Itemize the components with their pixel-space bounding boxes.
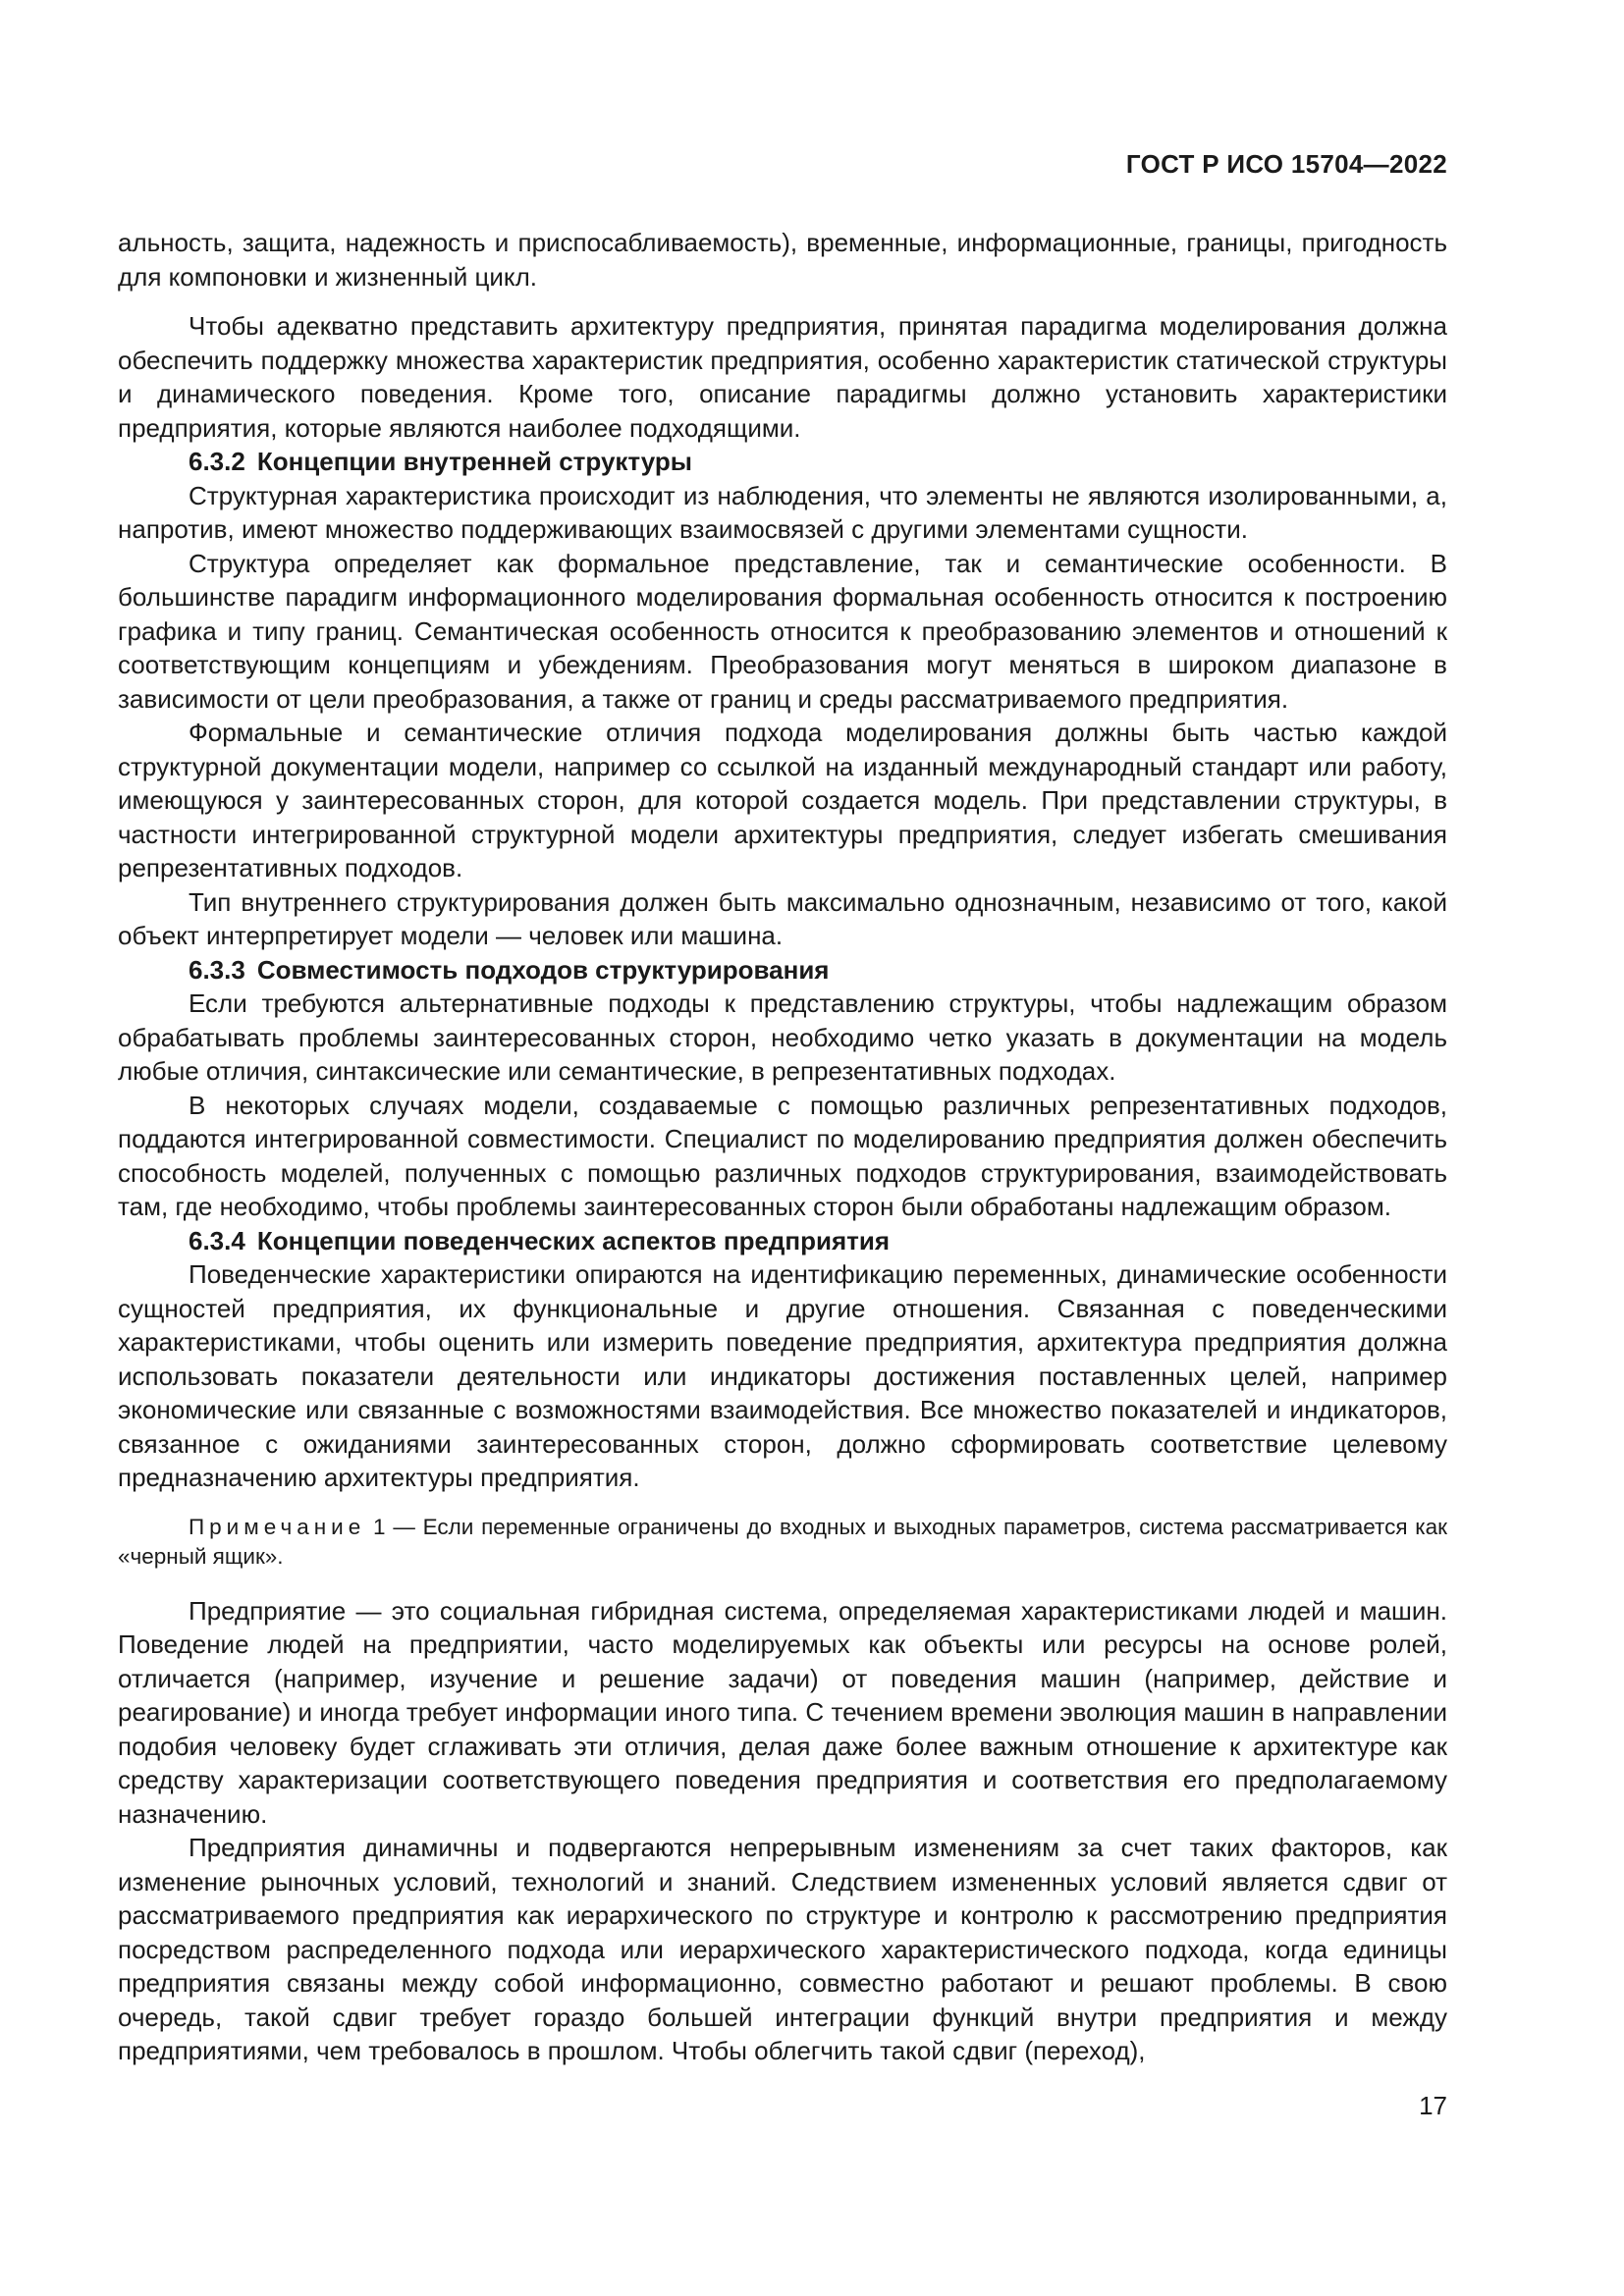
document-header: ГОСТ Р ИСО 15704—2022 — [1125, 149, 1447, 179]
section-number: 6.3.2 — [189, 447, 245, 476]
note-label: Примечание — [189, 1514, 366, 1539]
paragraph-continuation: альность, защита, надежность и приспосабливаемость), временные, информационные, границы, пригодность для компоновки и жизненный цикл. — [118, 228, 1447, 292]
section-heading-6-3-2 — [118, 445, 1447, 479]
note — [118, 1513, 1447, 1573]
section-number: 6.3.3 — [189, 954, 245, 985]
section-number: 6.3.4 — [189, 1225, 245, 1255]
paragraph: Структурная характеристика происходит из наблюдения, что элементы не являются изолированными, а, напротив, имеют множество поддерживающих взаимосвязей с другими элементами сущности. — [118, 480, 1447, 544]
page-number: 17 — [1419, 2091, 1447, 2120]
paragraph: Поведенческие характеристики опираются на идентификацию переменных, динамические особенности сущностей предприятия, их функциональные и другие отношения. Связанная с поведенческими характеристиками, чтобы оценить или измерить поведение предприятия, архитектура предприятия должна использовать показатели деятельности или индикаторы достижения поставленных целей, например экономические или связанные с возможностями взаимодействия. Все множество показателей и индикаторов, связанное с ожиданиями заинтересованных сторон, должно сформировать соответствие целевому предназначению архитектуры предприятия. — [118, 1259, 1447, 1492]
paragraph: Предприятие — это социальная гибридная система, определяемая характеристиками людей и машин. Поведение людей на предприятии, часто моделируемых как объекты или ресурсы на основе ролей, отличается (например, изучение и решение задачи) от поведения машин (например, действие и реагирование) и иногда требует информации иного типа. С течением времени эволюция машин в направлении подобия человеку будет сглаживать эти отличия, делая даже более важным отношение к архитектуре как средству характеризации соответствующего поведения предприятия и соответствия его предполагаемому назначению. — [118, 1595, 1447, 1829]
paragraph: Предприятия динамичны и подвергаются непрерывным изменениям за счет таких факторов, как изменение рыночных условий, технологий и знаний. Следствием измененных условий является сдвиг от рассматриваемого предприятия как иерархического по структуре и контролю к рассмотрению предприятия посредством распределенного подхода или иерархического характеристического подхода, когда единицы предприятия связаны между собой информационно, совместно работают и решают проблемы. В свою очередь, такой сдвиг требует гораздо большей интеграции функций внутри предприятия и между предприятиями, чем требовалось в прошлом. Чтобы облегчить такой сдвиг (переход), — [118, 1833, 1447, 2065]
paragraph: В некоторых случаях модели, создаваемые с помощью различных репрезентативных подходов, поддаются интегрированной совместимости. Специалист по моделированию предприятия должен обеспечить способность моделей, полученных с помощью различных подходов структурирования, взаимодействовать там, где необходимо, чтобы проблемы заинтересованных сторон были обработаны надлежащим образом. — [118, 1090, 1447, 1221]
paragraph: Чтобы адекватно представить архитектуру предприятия, принятая парадигма моделирования должна обеспечить поддержку множества характеристик предприятия, особенно характеристик статической структуры и динамического поведения. Кроме того, описание парадигмы должно установить характеристики предприятия, которые являются наиболее подходящими. — [118, 311, 1447, 443]
paragraph: Формальные и семантические отличия подхода моделирования должны быть частью каждой структурной документации модели, например со ссылкой на изданный международный стандарт или работу, имеющуюся у заинтересованных сторон, для которой создается модель. При представлении структуры, в частности интегрированной структурной модели архитектуры предприятия, следует избегать смешивания репрезентативных подходов. — [118, 718, 1447, 882]
section-title: Концепции поведенческих аспектов предприятия — [256, 1225, 891, 1255]
section-title: Концепции внутренней структуры — [256, 447, 693, 476]
section-heading-6-3-4 — [118, 1224, 1447, 1258]
section-heading-6-3-3 — [118, 953, 1447, 988]
note-text: 1 — Если переменные ограничены до входных и выходных параметров, система рассматривается как «черный ящик». — [118, 1514, 1447, 1569]
paragraph: Структура определяет как формальное представление, так и семантические особенности. В большинстве парадигм информационного моделирования формальная особенность относится к построению графика и типу границ. Семантическая особенность относится к преобразованию элементов и отношений к соответствующим концепциям и убеждениям. Преобразования могут меняться в широком диапазоне в зависимости от цели преобразования, а также от границ и среды рассматриваемого предприятия. — [118, 548, 1447, 714]
document-body — [118, 226, 1447, 2068]
paragraph: Если требуются альтернативные подходы к представлению структуры, чтобы надлежащим образом обрабатывать проблемы заинтересованных сторон, необходимо четко указать в документации на модель любые отличия, синтаксические или семантические, в репрезентативных подходах. — [118, 988, 1447, 1086]
paragraph: Тип внутреннего структурирования должен быть максимально однозначным, независимо от того, какой объект интерпретирует модели — человек или машина. — [118, 886, 1447, 950]
section-title: Совместимость подходов структурирования — [256, 954, 830, 985]
